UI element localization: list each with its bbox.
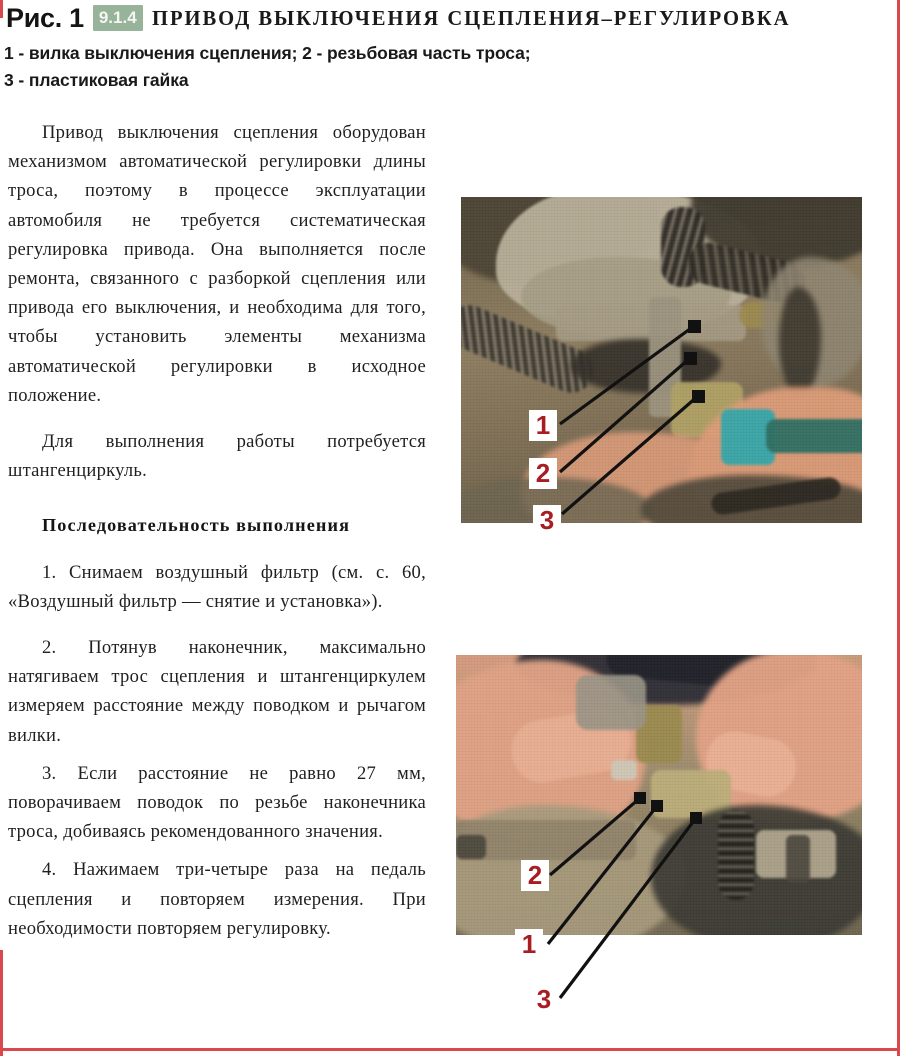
callout-top-2: 2 [529, 458, 557, 489]
procedure-step-2: 2. Потянув наконечник, максимально натягиваем трос сцепления и штангенциркулем измеряем расстояние между поводком и рычагом вилки. [8, 637, 426, 746]
paragraph-tools: Для выполнения работы потребуется штангенциркуль. [8, 431, 426, 482]
caption-line-2: 3 - пластиковая гайка [4, 70, 189, 90]
section-number-badge: 9.1.4 [93, 5, 143, 31]
frame-bottom-rule [0, 1048, 900, 1051]
page-header [6, 0, 894, 36]
body-text-column [8, 118, 426, 943]
photo-b-blob-dark-slot [786, 835, 810, 883]
callout-bottom-2: 2 [521, 860, 549, 891]
step-spacer-3 [8, 750, 426, 759]
procedure-step-4: 4. Нажимаем три-четыре раза на педаль сцепления и повторяем измерения. При необходимости повторяем регулировку. [8, 859, 426, 939]
callout-top-1: 1 [529, 410, 557, 441]
procedure-subheading: Последовательность выполнения [42, 515, 351, 536]
photo-b-blob-left-clip [456, 835, 486, 859]
callout-bottom-1: 1 [515, 929, 543, 960]
step-spacer-4 [8, 846, 426, 855]
procedure-step-3: 3. Если расстояние не равно 27 мм, поворачиваем поводок по резьбе наконечника троса, добиваясь рекомендованного значения. [8, 762, 426, 843]
photo-blob-tool-shaft [766, 419, 862, 453]
paragraph-intro: Привод выключения сцепления оборудован механизмом автоматической регулировки длины троса, поэтому в процессе эксплуатации автомобиля не требуется систематическая регулировка привода. Она выполняется после ремонта, связанного с разборкой сцепления или привода его выключения, и необходима для того, чтобы установить элементы механизма автоматической регулировки в исходное положение. [8, 122, 426, 406]
photo-clutch-cable-adjustment [456, 655, 862, 935]
subheading-spacer [8, 485, 426, 511]
page-title: ПРИВОД ВЫКЛЮЧЕНИЯ СЦЕПЛЕНИЯ–РЕГУЛИРОВКА [151, 5, 791, 30]
callout-bottom-3: 3 [530, 984, 558, 1015]
figure-label: Рис. 1 [6, 2, 84, 33]
photo-b-blob-corrugated-hose [718, 810, 754, 900]
photo-clutch-release-fork [461, 197, 862, 523]
callout-top-3: 3 [533, 505, 561, 536]
step-spacer-1 [8, 541, 426, 558]
frame-left-rule [0, 950, 3, 1056]
procedure-step-1: 1. Снимаем воздушный фильтр (см. с. 60, «Воздушный фильтр — снятие и установка»). [8, 561, 426, 612]
figure-caption [4, 40, 884, 94]
frame-left-top-tick [0, 0, 3, 18]
photo-b-blob-cable-tip [611, 760, 637, 780]
photo-b-blob-metal-center [576, 675, 646, 730]
step-spacer-2 [8, 616, 426, 633]
paragraph-spacer [8, 410, 426, 427]
caption-line-1: 1 - вилка выключения сцепления; 2 - резьбовая часть троса; [4, 43, 531, 63]
